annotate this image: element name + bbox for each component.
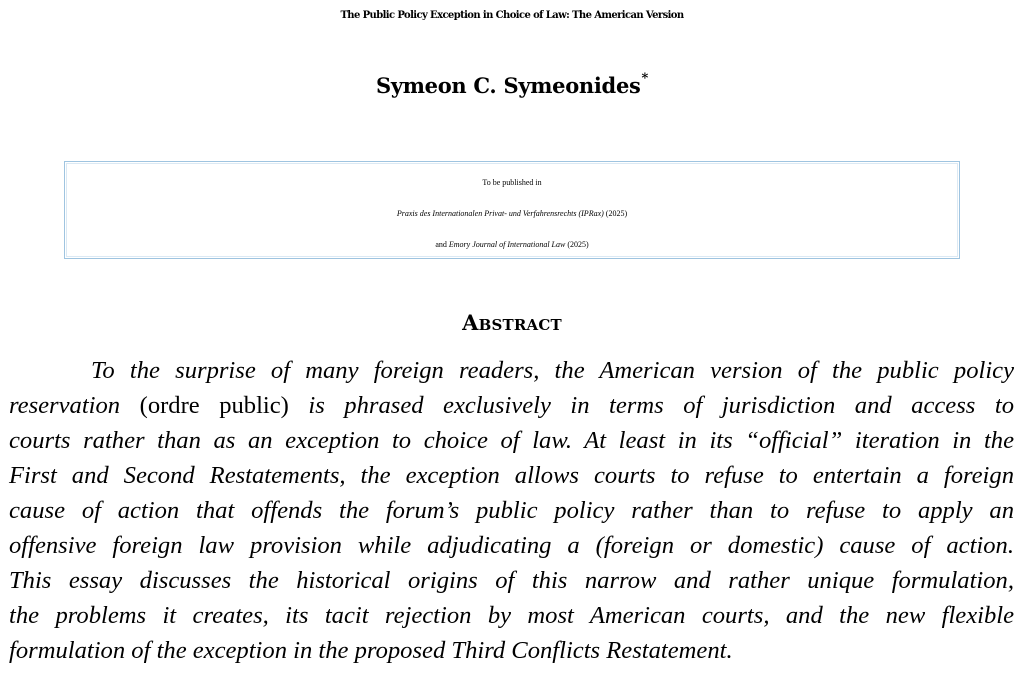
abstract-line: courts rather than as an exception to choice of law. At least in its “official” iteration in the	[9, 427, 1014, 454]
journal-year-emory: (2025)	[567, 240, 589, 249]
paper-title: The Public Policy Exception in Choice of Law: The American Version	[340, 10, 684, 21]
abstract-line: the problems it creates, its tacit rejection by most American courts, and the new flexible	[9, 602, 1014, 629]
abstract-heading: Abstract	[462, 310, 562, 335]
author-line	[0, 73, 1024, 98]
journal-name-emory: Emory Journal of International Law	[448, 240, 566, 249]
publication-conjunction: and	[435, 240, 447, 249]
author-name: Symeon C. Symeonides	[375, 73, 641, 98]
author-footnote-mark[interactable]: *	[641, 71, 649, 86]
abstract-body	[9, 353, 1014, 668]
journal-year-iprax: (2025)	[605, 209, 628, 218]
abstract-line: offensive foreign law provision while adjudicating a (foreign or domestic) cause of action.	[9, 532, 1014, 559]
abstract-line: This essay discusses the historical origins of this narrow and rather unique formulation,	[9, 567, 1014, 594]
publication-line-1	[65, 198, 959, 229]
journal-name-iprax: Praxis des Internationalen Privat- und Verfahrensrechts (IPRax)	[396, 209, 604, 218]
publication-line-2	[65, 229, 959, 260]
abstract-line: reservation (ordre public) is phrased exclusively in terms of jurisdiction and access to	[9, 392, 1014, 419]
abstract-line: First and Second Restatements, the exception allows courts to refuse to entertain a foreign	[9, 462, 1014, 489]
abstract-line: To the surprise of many foreign readers, the American version of the public policy	[91, 357, 1014, 384]
abstract-term-ordre-public: (ordre public)	[139, 392, 289, 419]
publication-notice-box	[64, 161, 960, 259]
publication-intro: To be published in	[482, 178, 542, 187]
abstract-line: cause of action that offends the forum’s public policy rather than to refuse to apply an	[9, 497, 1014, 524]
abstract-line: formulation of the exception in the proposed Third Conflicts Restatement.	[9, 637, 733, 664]
